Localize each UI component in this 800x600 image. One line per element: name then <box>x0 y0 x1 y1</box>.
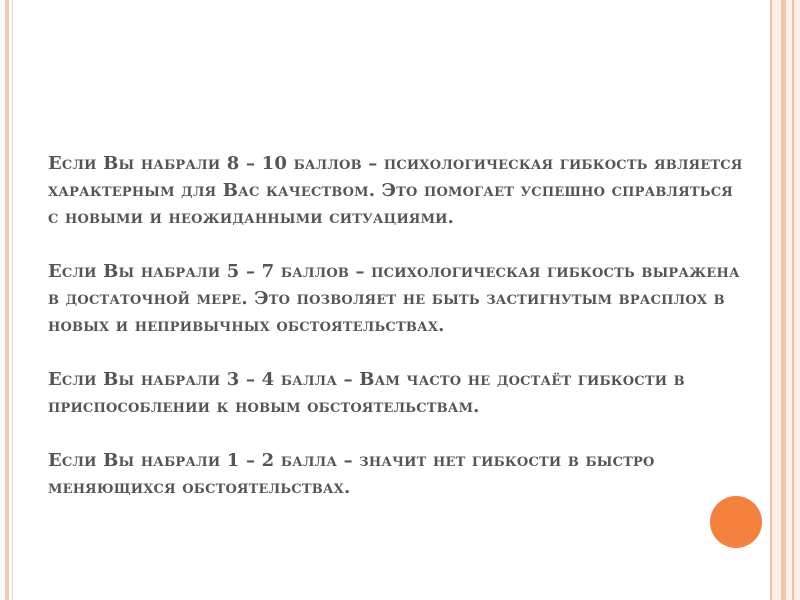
right-border-line <box>770 0 772 600</box>
result-paragraph-3-4: Если Вы набрали 3 – 4 балла – Вам часто не достаёт гибкости в приспособлении к новым обстоятельствам. <box>48 369 685 417</box>
accent-circle-decoration <box>710 496 762 548</box>
left-border-line <box>12 0 13 600</box>
slide-body-text <box>48 150 748 501</box>
result-paragraph-8-10: Если Вы набрали 8 – 10 баллов – психологическая гибкость является характерным для Вас качеством. Это помогает успешно справляться с новыми и неожиданными ситуациями. <box>48 153 743 228</box>
result-paragraph-5-7: Если Вы набрали 5 – 7 баллов – психологическая гибкость выражена в достаточной мере. Это позволяет не быть застигнутым врасплох в новых и непривычных обстоятельствах. <box>48 261 740 336</box>
right-border-line <box>792 0 794 600</box>
result-paragraph-1-2: Если Вы набрали 1 – 2 балла – значит нет гибкости в быстро меняющихся обстоятельствах. <box>48 450 655 498</box>
left-border-decoration <box>5 0 9 600</box>
right-border-line <box>781 0 786 600</box>
